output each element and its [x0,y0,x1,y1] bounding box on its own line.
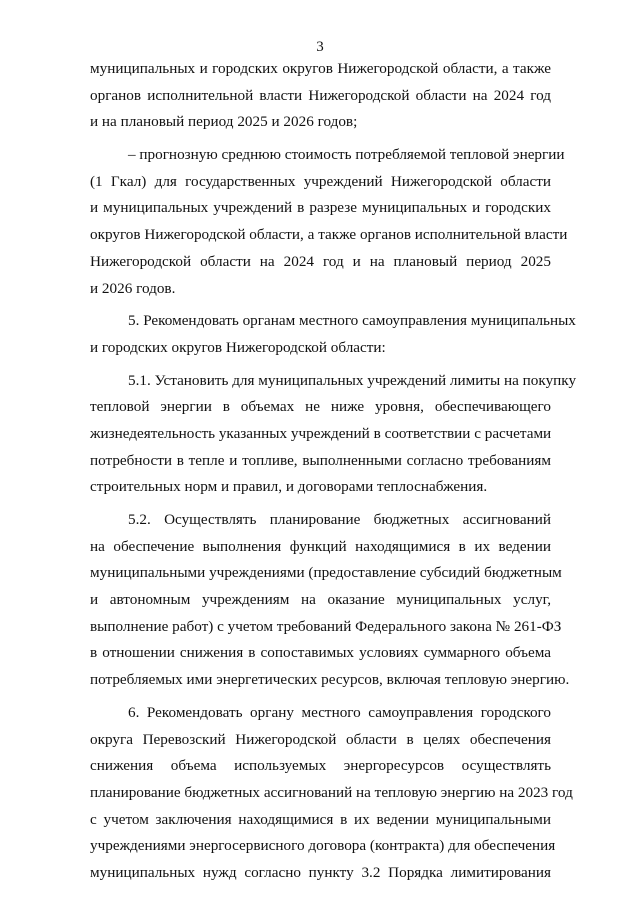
text-line: (1 Гкал) для государственных учреждений Нижегородской области [90,172,551,190]
text-line: и 2026 годов. [90,279,176,297]
text-line: округов Нижегородской области, а также органов исполнительной власти [90,226,568,244]
text-line: учреждениями энергосервисного договора (контракта) для обеспечения [90,837,556,855]
text-line: жизнедеятельность указанных учреждений в соответствии с расчетами [90,424,552,442]
paragraph-item-5-2 [90,507,570,694]
text-line: Нижегородской области на 2024 год и на плановый период 2025 [90,252,551,270]
page-number: 3 [316,39,324,55]
text-line: – прогнозную среднюю стоимость потребляемой тепловой энергии [128,146,565,164]
text-line: с учетом заключения находящимися в их ведении муниципальными [90,810,551,828]
text-line: выполнение работ) с учетом требований Федерального закона № 261-ФЗ [90,617,562,635]
text-line: 6. Рекомендовать органу местного самоуправления городского [128,703,551,721]
text-line: и городских округов Нижегородской области: [90,338,386,356]
text-line: и муниципальных учреждений в разрезе муниципальных и городских [90,199,551,217]
text-line: строительных норм и правил, и договорами теплоснабжения. [90,478,488,496]
paragraph-item-5-1 [90,368,577,501]
text-line: планирование бюджетных ассигнований на тепловую энергию на 2023 год [90,783,573,801]
paragraph-item-5 [90,308,576,361]
text-line: муниципальными учреждениями (предоставление субсидий бюджетным [90,564,562,582]
text-line: муниципальных нужд согласно пункту 3.2 Порядка лимитирования [90,863,551,881]
paragraph-heat-cost [90,142,568,302]
text-line: 5. Рекомендовать органам местного самоуправления муниципальных [128,312,576,330]
text-line: и автономным учреждениям на оказание муниципальных услуг, [90,591,551,609]
text-line: и на плановый период 2025 и 2026 годов; [90,113,358,131]
text-line: на обеспечение выполнения функций находящимися в их ведении [90,537,551,555]
document-body [90,56,577,887]
paragraph-continuation [90,56,551,136]
text-line: 5.1. Установить для муниципальных учреждений лимиты на покупку [128,371,577,389]
text-line: муниципальных и городских округов Нижегородской области, а также [90,60,551,77]
paragraph-item-6 [90,700,573,887]
text-line: органов исполнительной власти Нижегородской области на 2024 год [90,86,551,104]
text-line: 5.2. Осуществлять планирование бюджетных ассигнований [128,511,551,528]
text-line: потребляемых ими энергетических ресурсов, включая тепловую энергию. [90,671,570,689]
text-line: потребности в тепле и топливе, выполненными согласно требованиям [90,451,551,469]
text-line: тепловой энергии в объемах не ниже уровня, обеспечивающего [90,398,551,416]
text-line: округа Перевозский Нижегородской области в целях обеспечения [90,730,551,748]
text-line: снижения объема используемых энергоресурсов осуществлять [90,757,551,775]
text-line: в отношении снижения в сопоставимых условиях суммарного объема [90,644,551,662]
